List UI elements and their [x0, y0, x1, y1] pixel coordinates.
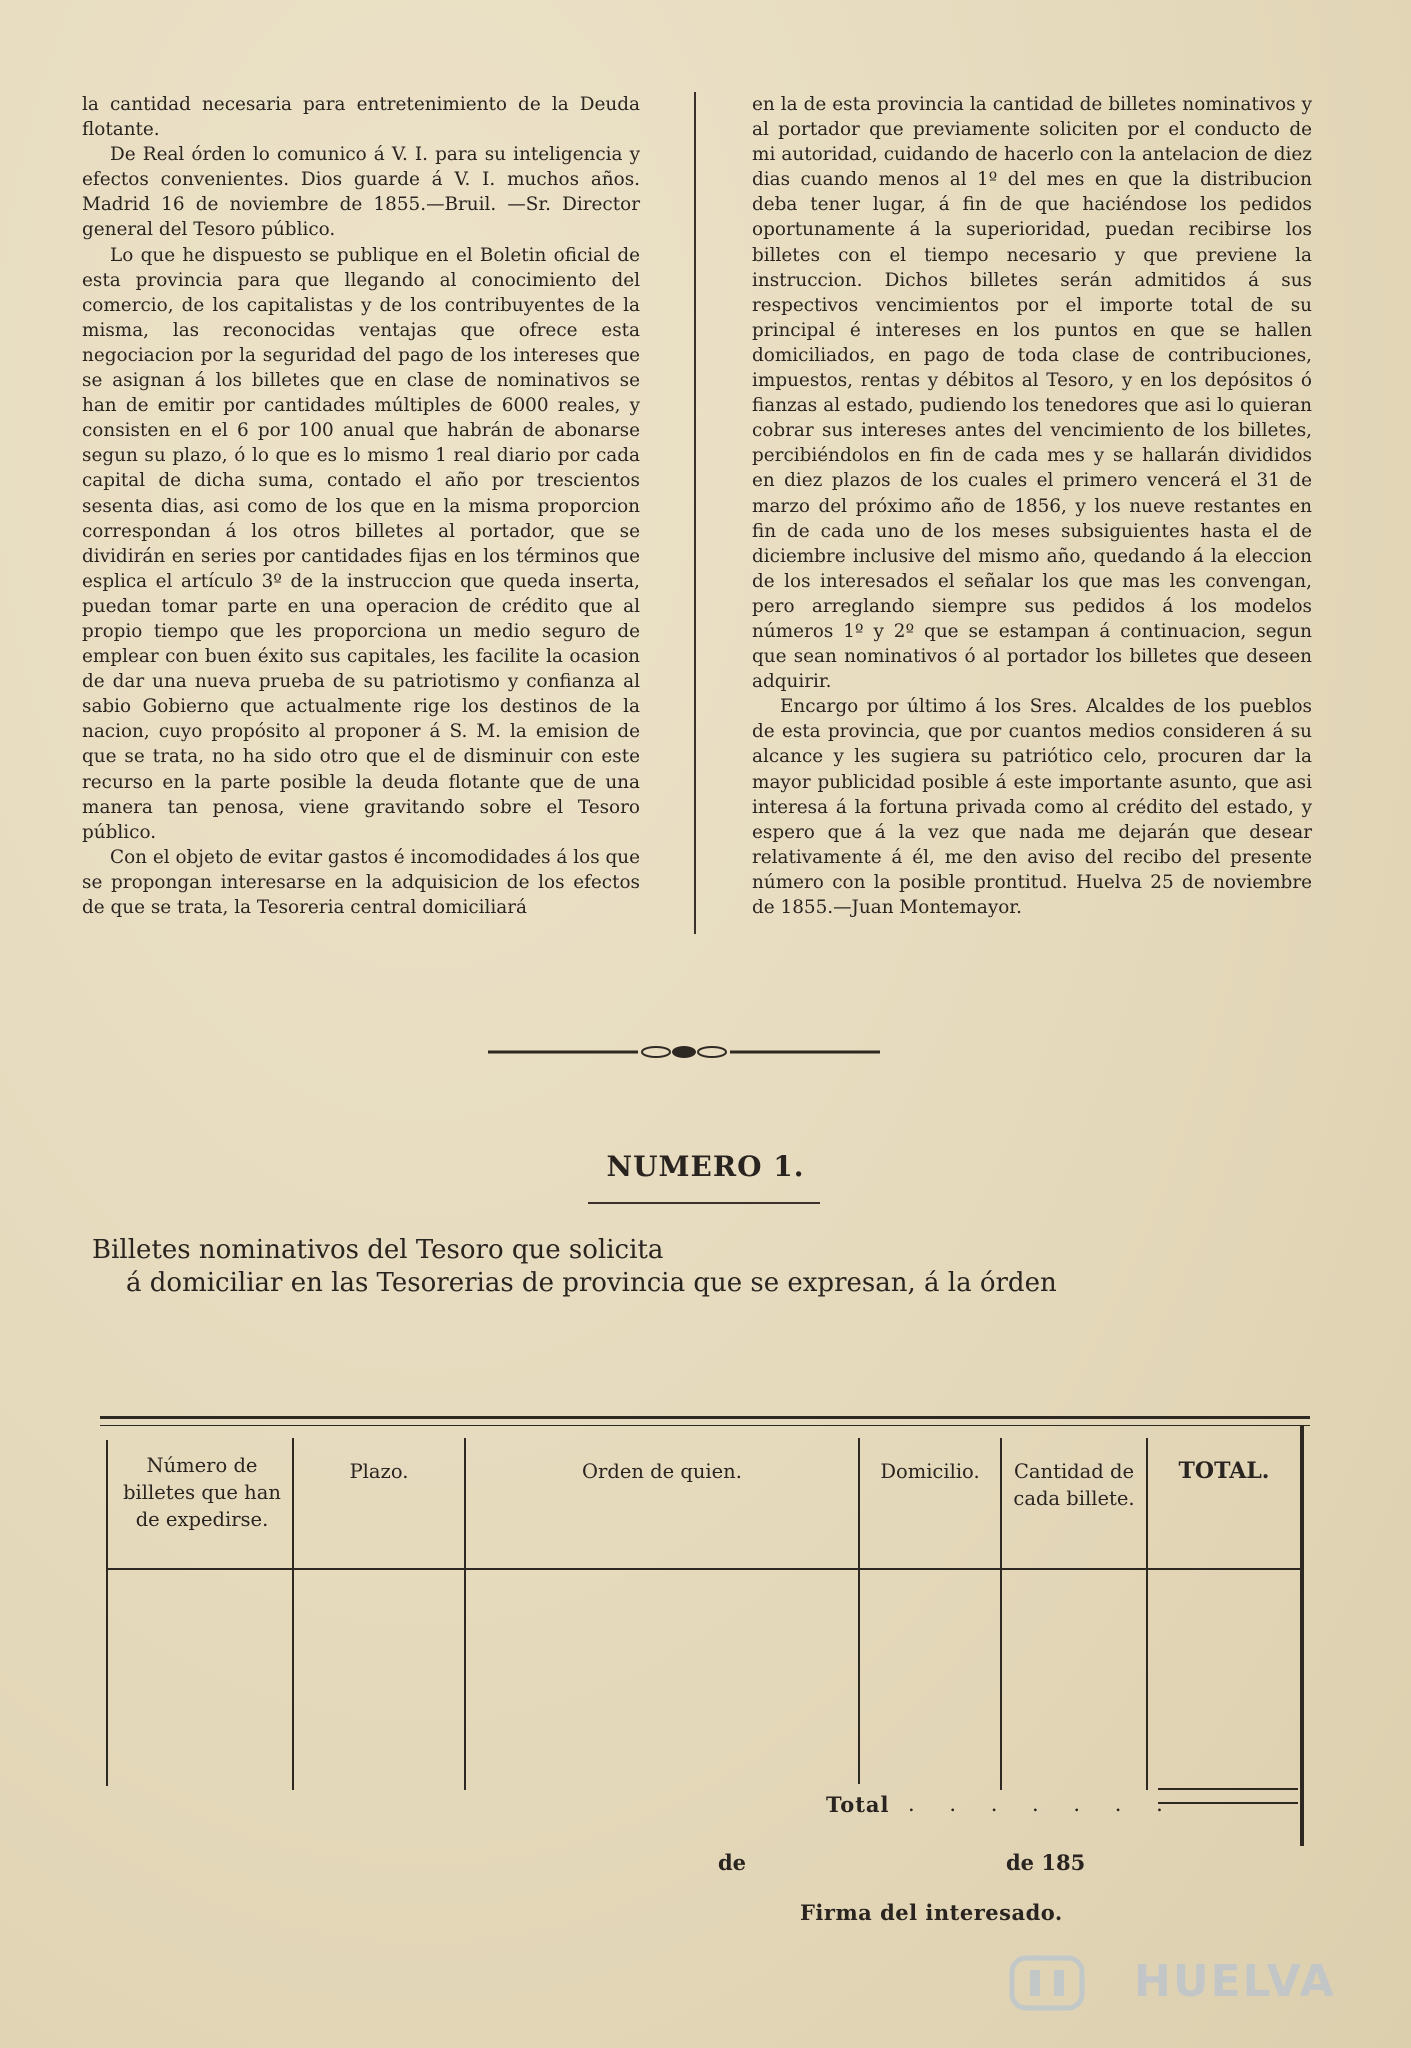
form-heading-line-1: Billetes nominativos del Tesoro que solicita [92, 1235, 664, 1265]
table-top-rule [100, 1416, 1310, 1426]
column-header-number-line-1: Número de [146, 1454, 258, 1477]
column-divider [694, 92, 696, 934]
form-number-title: NUMERO 1. [606, 1150, 805, 1183]
total-leader-dots: . . . . . . . [908, 1792, 1177, 1816]
column-header-total: TOTAL. [1178, 1458, 1270, 1484]
left-paragraph-4: Con el objeto de evitar gastos é incomodidades á los que se propongan interesarse en la adquisicion de los efectos de que se trata, la Tesoreria central domiciliará [82, 846, 640, 918]
column-header-orden: Orden de quien. [582, 1460, 742, 1483]
billetes-table [100, 1416, 1310, 1848]
table-column-line [464, 1438, 466, 1790]
total-cell-top-line [1158, 1788, 1298, 1790]
table-column-line [858, 1438, 860, 1784]
date-de-label: de [718, 1850, 747, 1875]
column-header-cantidad [1002, 1458, 1146, 1512]
column-header-plazo: Plazo. [349, 1460, 409, 1483]
column-header-cantidad-line-1: Cantidad de [1014, 1460, 1134, 1483]
total-cell-bottom-line [1158, 1802, 1298, 1804]
form-heading-line-2: á domiciliar en las Tesorerias de provincia que se expresan, á la órden [126, 1268, 1057, 1298]
form-heading [92, 1234, 1092, 1300]
table-left-border [106, 1440, 108, 1786]
huelva-watermark-text: HUELVA [1134, 1956, 1336, 2007]
table-header-underline [106, 1568, 1300, 1570]
column-header-domicilio: Domicilio. [880, 1460, 980, 1483]
column-header-number-line-3: de expedirse. [135, 1508, 269, 1531]
table-column-line [1146, 1438, 1148, 1790]
right-paragraph-1: en la de esta provincia la cantidad de billetes nominativos y al portador que previamente soliciten por el conducto de mi autoridad, cuidando de hacerlo con la antelacion de diez dias cuando menos al 1º del mes en que la distribucion deba tener lugar, á fin de que haciéndose los pedidos oportunamente á la superioridad, puedan recibirse los billetes con el tiempo necesario y que previene la instruccion. Dichos billetes serán admitidos á sus respectivos vencimientos por el importe total de su principal é intereses en los puntos en que se hallen domiciliados, en pago de toda clase de contribuciones, impuestos, rentas y débitos al Tesoro, y en los depósitos ó fianzas al estado, pudiendo los tenedores que asi lo quieran cobrar sus intereses antes del vencimiento de los billetes, percibiéndolos en fin de cada mes y se hallarán divididos en diez plazos de los cuales el primero vencerá el 31 de marzo del próximo año de 1856, y los nueve restantes en fin de cada uno de los meses subsiguientes hasta el de diciembre inclusive del mismo año, quedando á la eleccion de los interesados el señalar los que mas les convengan, pero arreglando siempre sus pedidos á los modelos números 1º y 2º que se estampan á continuacion, segun que sean nominativos ó al portador los billetes que deseen adquirir. [752, 94, 1312, 693]
date-year-label: de 185 [1006, 1850, 1086, 1875]
column-header-number [112, 1452, 292, 1533]
huelva-watermark [1008, 1950, 1338, 2020]
table-right-border [1300, 1426, 1304, 1846]
signature-label: Firma del interesado. [800, 1900, 1063, 1925]
huelva-emblem-icon [1008, 1952, 1086, 2014]
left-paragraph-3: Lo que he dispuesto se publique en el Boletin oficial de esta provincia para que llegando al conocimiento del comercio, de los capitalistas y de los contribuyentes de la misma, las reconocidas ventajas que ofrece esta negociacion por la seguridad del pago de los intereses que se asignan á los billetes que en clase de nominativos se han de emitir por cantidades múltiples de 6000 reales, y consisten en el 6 por 100 anual que habrán de abonarse segun su plazo, ó lo que es lo mismo 1 real diario por cada capital de dicha suma, contado el año por trescientos sesenta dias, asi como de los que en la misma proporcion correspondan á los otros billetes al portador, que se dividirán en series por cantidades fijas en los términos que esplica el artículo 3º de la instruccion que queda inserta, puedan tomar parte en una operacion de crédito que al propio tiempo que les proporciona un medio seguro de emplear con buen éxito sus capitales, les facilite la ocasion de dar una nueva prueba de su patriotismo y confianza al sabio Gobierno que actualmente rige los destinos de la nacion, cuyo propósito al proponer á S. M. la emision de que se trata, no ha sido otro que el de disminuir con este recurso en la parte posible la deuda flotante que de una manera tan penosa, viene gravitando sobre el Tesoro público. [82, 244, 640, 843]
ornament-divider [488, 1044, 880, 1060]
right-text-column [752, 92, 1312, 920]
right-paragraph-2: Encargo por último á los Sres. Alcaldes de los pueblos de esta provincia, que por cuantos medios consideren á su alcance y les sugiera su patriótico celo, procuren dar la mayor publicidad posible á este importante asunto, que asi interesa á la fortuna privada como al crédito del estado, y espero que á la vez que nada me dejarán que desear relativamente á él, me den aviso del recibo del presente número con la posible prontitud. Huelva 25 de noviembre de 1855.—Juan Montemayor. [752, 696, 1312, 918]
table-column-line [292, 1438, 294, 1790]
left-text-column [82, 92, 640, 920]
title-underline [588, 1202, 820, 1204]
column-header-cantidad-line-2: cada billete. [1013, 1487, 1135, 1510]
left-paragraph-1: la cantidad necesaria para entretenimiento de la Deuda flotante. [82, 94, 640, 141]
left-paragraph-2: De Real órden lo comunico á V. I. para su inteligencia y efectos convenientes. Dios guarde á V. I. muchos años. Madrid 16 de noviembre de 1855.—Bruil. —Sr. Director general del Tesoro público. [82, 144, 640, 241]
column-header-number-line-2: billetes que han [123, 1481, 281, 1504]
total-label: Total [826, 1792, 890, 1817]
